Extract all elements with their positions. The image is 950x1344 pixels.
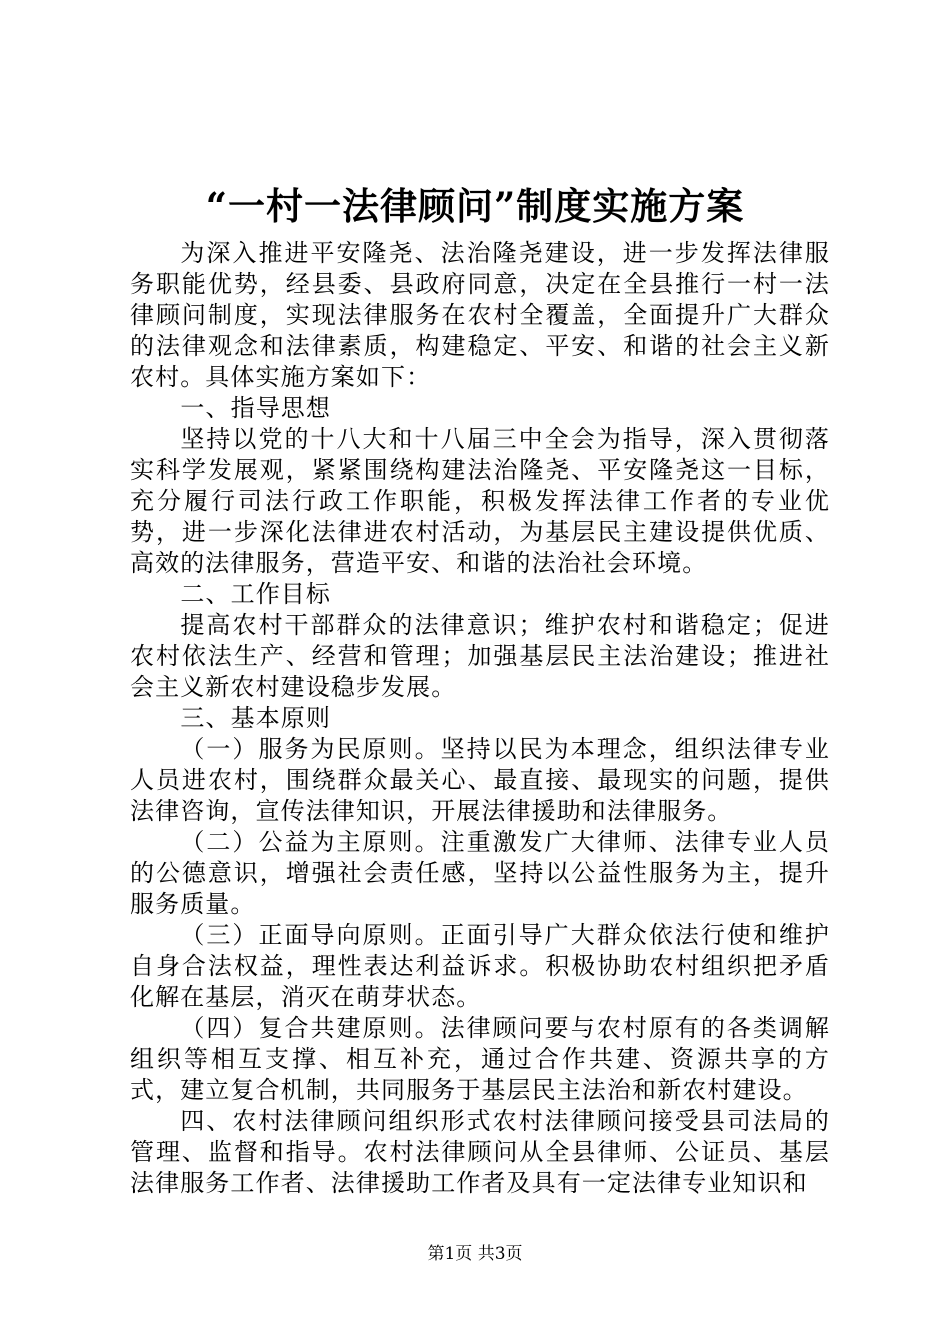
document-title: “一村一法律顾问”制度实施方案 [205, 184, 745, 228]
section-heading-work-goals: 二、工作目标 [180, 580, 331, 608]
paragraph-intro: 为深入推进平安隆尧、法治隆尧建设，进一步发挥法律服务职能优势，经县委、县政府同意，决定在全县推行一村一法律顾问制度，实现法律服务在农村全覆盖，全面提升广大群众的法律观念和法律素质，构建稳定、平安、和谐的社会主义新农村。具体实施方案如下： [130, 239, 830, 391]
paragraph-work-goals: 提高农村干部群众的法律意识；维护农村和谐稳定；促进农村依法生产、经营和管理；加强基层民主法治建设；推进社会主义新农村建设稳步发展。 [130, 611, 830, 701]
paragraph-guiding-ideology: 坚持以党的十八大和十八届三中全会为指导，深入贯彻落实科学发展观，紧紧围绕构建法治隆尧、平安隆尧这一目标，充分履行司法行政工作职能，积极发挥法律工作者的专业优势，进一步深化法律进农村活动，为基层民主建设提供优质、高效的法律服务，营造平安、和谐的法治社会环境。 [130, 425, 830, 577]
section-heading-basic-principles: 三、基本原则 [180, 704, 331, 732]
section-heading-guiding-ideology: 一、指导思想 [180, 394, 331, 422]
paragraph-principle-3: （三）正面导向原则。正面引导广大群众依法行使和维护自身合法权益，理性表达利益诉求。积极协助农村组织把矛盾化解在基层，消灭在萌芽状态。 [130, 921, 830, 1011]
page-footer: 第1页 共3页 [427, 1244, 523, 1264]
paragraph-principle-2: （二）公益为主原则。注重激发广大律师、法律专业人员的公德意识，增强社会责任感，坚持以公益性服务为主，提升服务质量。 [130, 828, 830, 918]
paragraph-principle-4: （四）复合共建原则。法律顾问要与农村原有的各类调解组织等相互支撑、相互补充，通过合作共建、资源共享的方式，建立复合机制，共同服务于基层民主法治和新农村建设。 [130, 1014, 830, 1104]
paragraph-principle-1: （一）服务为民原则。坚持以民为本理念，组织法律专业人员进农村，围绕群众最关心、最直接、最现实的问题，提供法律咨询，宣传法律知识，开展法律援助和法律服务。 [130, 735, 830, 825]
paragraph-organization-form: 四、农村法律顾问组织形式农村法律顾问接受县司法局的管理、监督和指导。农村法律顾问从全县律师、公证员、基层法律服务工作者、法律援助工作者及具有一定法律专业知识和 [130, 1107, 830, 1197]
document-body [130, 238, 830, 1199]
